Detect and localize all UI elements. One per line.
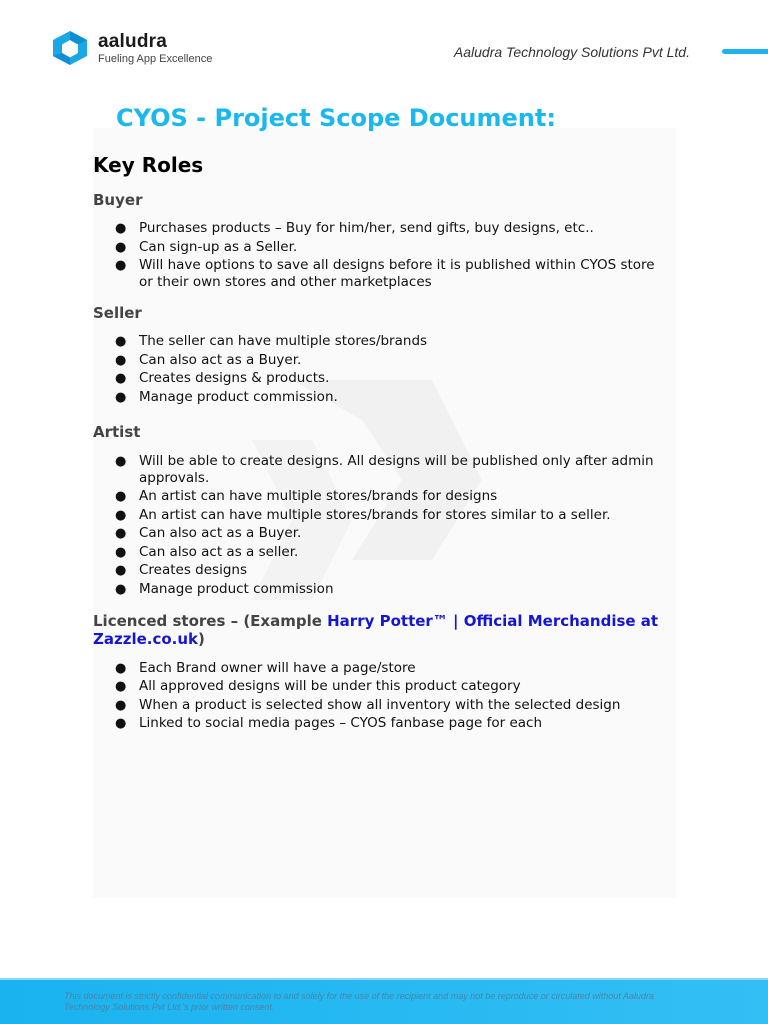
seller-list [93,333,668,406]
list-item [93,697,668,714]
bullet-icon: ● [115,389,127,405]
bullet-icon: ● [115,697,127,713]
bullet-icon: ● [115,507,127,523]
confidentiality-notice: This document is strictly confidential communication to and solely for the use of the recipient and may not be reproduce or circulated without Aaludra Technology Solutions Pvt Ltd.'s prior written consent. [64,991,654,1012]
bullet-icon: ● [115,371,127,386]
role-heading-buyer: Buyer [93,191,143,209]
list-item-text: An artist can have multiple stores/brands for stores similar to a seller. [139,506,611,523]
list-item-text: Linked to social media pages – CYOS fanbase page for each [139,715,543,731]
list-item-text: The seller can have multiple stores/brands [139,333,428,349]
bullet-icon: ● [115,563,127,578]
list-item [93,370,668,387]
page-title: CYOS - Project Scope Document: [116,104,556,132]
list-item-text: Manage product commission [139,580,334,597]
page-footer [0,978,768,1024]
list-item-text: All approved designs will be under this product category [139,678,521,694]
list-item-text: Can also act as a Buyer. [139,525,302,541]
section-heading: Key Roles [93,153,204,177]
list-item [93,488,668,505]
document-body [93,150,668,734]
bullet-icon: ● [115,489,127,504]
role-heading-licenced-stores [93,612,668,648]
licenced-list [93,660,668,733]
licenced-suffix: ) [198,629,205,648]
bullet-icon: ● [115,453,127,469]
list-item [93,220,668,237]
footer-divider [0,978,768,980]
logo-name: aaludra [98,31,167,52]
bullet-icon: ● [115,660,127,676]
bullet-icon: ● [115,679,127,694]
bullet-icon: ● [115,258,127,273]
list-item [93,525,668,542]
list-item [93,453,668,487]
list-item [93,544,668,561]
bullet-icon: ● [115,352,127,368]
list-item [93,678,668,695]
list-item-text: Creates designs & products. [139,370,330,386]
harry-potter-merch-link[interactable]: Harry Potter™ | Official Merchandise at Zazzle.co.uk [93,611,659,648]
list-item-text: Purchases products – Buy for him/her, send gifts, buy designs, etc.. [139,220,594,236]
licenced-prefix: Licenced stores – (Example [93,611,328,630]
list-item [93,257,668,291]
buyer-list [93,220,668,291]
artist-list [93,453,668,598]
list-item [93,562,668,579]
list-item-text: Will be able to create designs. All designs will be published only after admin approvals. [139,452,654,486]
list-item-text: Can also act as a seller. [139,543,299,560]
role-heading-artist: Artist [93,422,141,441]
list-item [93,660,668,677]
role-heading-seller: Seller [93,304,142,322]
aaludra-logo-icon [50,30,90,66]
list-item-text: Manage product commission. [139,388,338,405]
bullet-icon: ● [115,239,127,255]
list-item [93,352,668,369]
list-item [93,239,668,256]
list-item [93,715,668,732]
bullet-icon: ● [115,526,127,541]
list-item [93,389,668,406]
list-item-text: When a product is selected show all inventory with the selected design [139,696,621,713]
list-item-text: Can also act as a Buyer. [139,351,302,368]
list-item [93,507,668,524]
list-item-text: Each Brand owner will have a page/store [139,659,416,676]
header-accent-bar [722,49,768,54]
bullet-icon: ● [115,544,127,560]
bullet-icon: ● [115,221,127,236]
list-item [93,581,668,598]
bullet-icon: ● [115,581,127,597]
bullet-icon: ● [115,716,127,731]
list-item-text: Will have options to save all designs before it is published within CYOS store or their own stores and other marketplaces [139,257,655,290]
list-item-text: Creates designs [139,562,247,578]
list-item-text: Can sign-up as a Seller. [139,238,298,255]
page-header [0,0,768,100]
list-item-text: An artist can have multiple stores/brands for designs [139,488,498,504]
list-item [93,333,668,350]
logo-tagline: Fueling App Excellence [98,53,213,65]
company-name: Aaludra Technology Solutions Pvt Ltd. [453,44,690,60]
bullet-icon: ● [115,334,127,349]
